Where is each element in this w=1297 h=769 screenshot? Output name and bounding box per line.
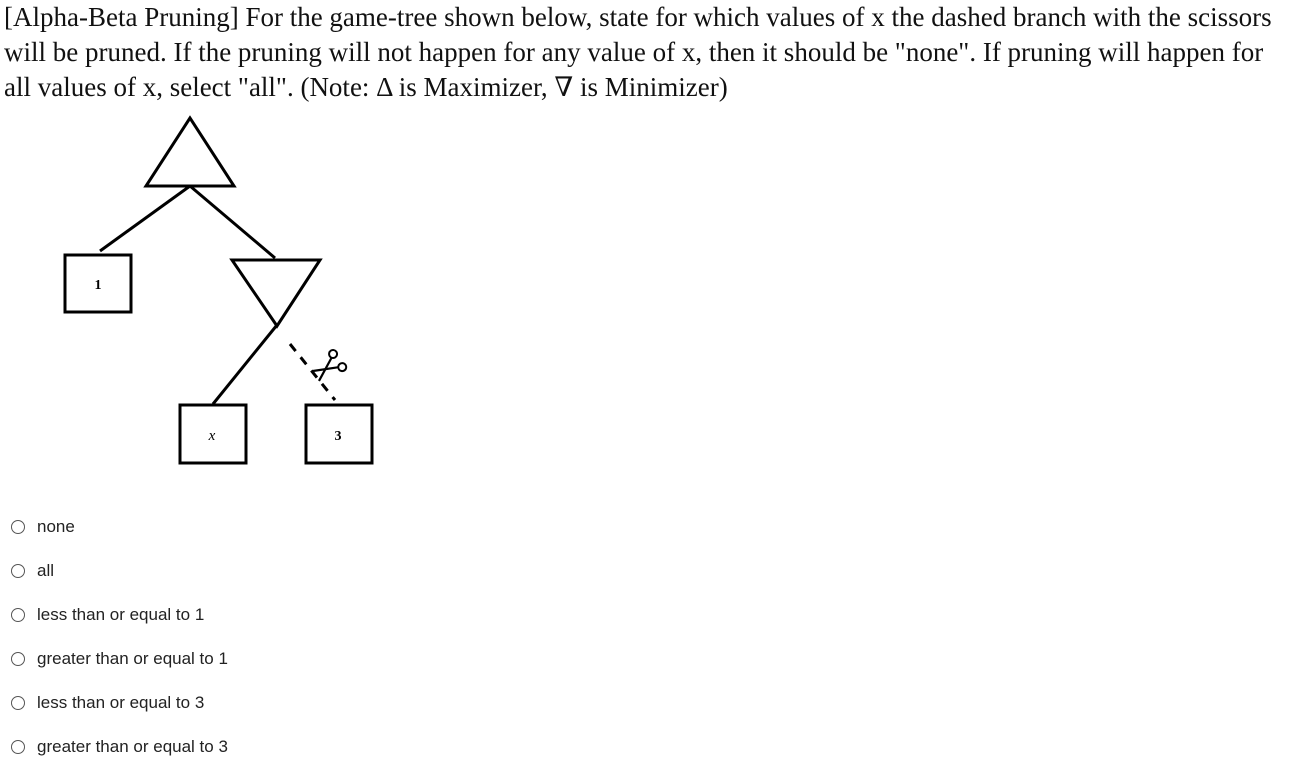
edge-root-to-leaf-1: [100, 186, 190, 251]
edge-min-node-to-leaf-x: [213, 325, 277, 404]
option-label: less than or equal to 3: [37, 693, 205, 712]
option-label: none: [37, 517, 75, 536]
radio-button[interactable]: [11, 564, 25, 578]
radio-button[interactable]: [11, 608, 25, 622]
edge-root-to-min-node: [190, 186, 275, 258]
option-greater-than-or-equal-to-1[interactable]: [11, 637, 228, 681]
game-tree-diagram: [0, 100, 400, 480]
option-less-than-or-equal-to-1[interactable]: [11, 593, 228, 637]
leaf-node-x-value: x: [208, 428, 216, 444]
scissors-icon: [309, 348, 348, 385]
max-root-node: [146, 118, 234, 186]
option-all[interactable]: [11, 549, 228, 593]
option-label: all: [37, 561, 55, 580]
option-greater-than-or-equal-to-3[interactable]: [11, 725, 228, 769]
leaf-node-3-value: 3: [334, 429, 342, 444]
radio-button[interactable]: [11, 520, 25, 534]
option-label: greater than or equal to 1: [37, 649, 228, 668]
question-text: [Alpha-Beta Pruning] For the game-tree shown below, state for which values of x the dashed branch with the scissors will be pruned. If the pruning will not happen for any value of x, then it should be "none". If pruning will happen for all values of x, select "all". (Note: Δ is Maximizer, ∇ is Minimizer): [4, 2, 1272, 102]
leaf-node-1-value: 1: [94, 278, 102, 293]
answer-options: [11, 505, 228, 769]
option-none[interactable]: [11, 505, 228, 549]
radio-button[interactable]: [11, 696, 25, 710]
radio-button[interactable]: [11, 740, 25, 754]
min-node: [232, 260, 320, 326]
option-label: less than or equal to 1: [37, 605, 205, 624]
radio-button[interactable]: [11, 652, 25, 666]
option-label: greater than or equal to 3: [37, 737, 228, 756]
option-less-than-or-equal-to-3[interactable]: [11, 681, 228, 725]
